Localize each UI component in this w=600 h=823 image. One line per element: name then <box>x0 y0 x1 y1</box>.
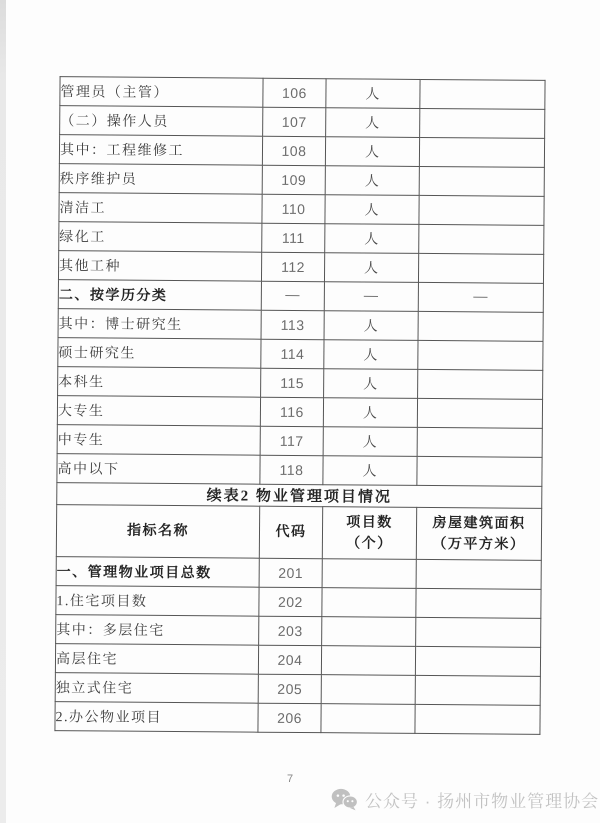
row-value: — <box>418 282 543 312</box>
table-row <box>58 367 543 400</box>
wechat-icon <box>331 788 358 811</box>
row-value <box>419 137 544 167</box>
row-unit: 人 <box>325 137 419 167</box>
row-unit: 人 <box>323 427 417 457</box>
row-label: 绿化工 <box>59 222 262 253</box>
page-number: 7 <box>287 773 294 785</box>
row-building-area <box>416 588 541 618</box>
row-label: 二、按学历分类 <box>58 280 261 311</box>
row-project-count <box>321 646 415 676</box>
row-label: 清洁工 <box>59 193 262 224</box>
table-row <box>55 644 540 677</box>
row-label: 其他工种 <box>58 251 261 282</box>
tables-block <box>54 76 544 735</box>
row-code: 201 <box>259 558 322 587</box>
row-code: 205 <box>258 674 321 703</box>
row-label: 秩序维护员 <box>59 164 262 195</box>
row-value <box>418 253 543 283</box>
row-building-area <box>415 675 540 705</box>
row-code: 206 <box>258 703 321 732</box>
row-code: — <box>261 281 324 310</box>
row-code: 108 <box>262 136 325 165</box>
row-unit: 人 <box>326 108 420 138</box>
statistics-table <box>54 76 545 735</box>
table-row <box>58 280 543 313</box>
col-header-building-area-line2: （万平方米） <box>432 536 526 553</box>
row-building-area <box>415 704 540 734</box>
row-value <box>419 224 544 254</box>
row-unit: 人 <box>326 79 420 109</box>
watermark-text: 公众号 · 扬州市物业管理协会 <box>365 791 600 811</box>
row-label: 高中以下 <box>57 454 260 485</box>
table-row <box>58 309 543 342</box>
row-label: （二）操作人员 <box>60 106 263 137</box>
col-header-indicator-name: 指标名称 <box>56 505 259 559</box>
row-unit: 人 <box>325 195 419 225</box>
row-label: 其中：工程维修工 <box>59 135 262 166</box>
table1-personnel-body <box>57 77 545 487</box>
col-header-building-area-line1: 房屋建筑面积 <box>432 515 526 532</box>
row-code: 112 <box>261 252 324 281</box>
col-header-project-count-line2: （个） <box>346 535 393 552</box>
row-code: 109 <box>262 165 325 194</box>
row-project-count <box>321 675 415 705</box>
table-row <box>59 164 544 197</box>
table-row <box>60 106 545 139</box>
table2-caption: 续表2 物业管理项目情况 <box>57 483 542 509</box>
table2-projects-body <box>55 557 541 735</box>
row-label: 本科生 <box>58 367 261 398</box>
row-building-area <box>415 646 540 676</box>
row-code: 118 <box>260 455 323 484</box>
row-project-count <box>322 559 416 589</box>
row-unit: — <box>324 282 418 312</box>
row-unit: 人 <box>323 456 417 486</box>
row-label: 1.住宅项目数 <box>56 586 259 617</box>
table-row <box>56 557 541 590</box>
row-value <box>419 195 544 225</box>
row-value <box>417 456 542 486</box>
row-unit: 人 <box>324 253 418 283</box>
col-header-project-count-line1: 项目数 <box>346 514 393 531</box>
row-code: 204 <box>258 645 321 674</box>
table-row <box>59 222 544 255</box>
row-unit: 人 <box>323 398 417 428</box>
row-value <box>419 166 544 196</box>
row-code: 115 <box>261 368 324 397</box>
row-label: 其中：博士研究生 <box>58 309 261 340</box>
watermark <box>331 786 599 812</box>
row-code: 117 <box>260 426 323 455</box>
row-unit: 人 <box>325 224 419 254</box>
col-header-code: 代码 <box>259 506 322 558</box>
row-value <box>418 340 543 370</box>
row-unit: 人 <box>324 311 418 341</box>
col-header-building-area <box>416 507 541 560</box>
table-row <box>59 135 544 168</box>
table-row <box>60 77 545 110</box>
row-value <box>420 79 545 109</box>
row-code: 106 <box>263 78 326 107</box>
row-value <box>418 369 543 399</box>
table-row <box>56 586 541 619</box>
row-project-count <box>321 704 415 734</box>
row-building-area <box>416 617 541 647</box>
table-row <box>58 251 543 284</box>
row-unit: 人 <box>324 369 418 399</box>
row-code: 203 <box>259 616 322 645</box>
row-unit: 人 <box>324 340 418 370</box>
row-label: 管理员（主管） <box>60 77 263 108</box>
col-header-project-count <box>322 507 416 560</box>
row-code: 113 <box>261 310 324 339</box>
row-code: 107 <box>263 107 326 136</box>
table-row <box>55 702 540 735</box>
row-value <box>417 398 542 428</box>
table2-header-row <box>56 505 541 561</box>
table-row <box>57 425 542 458</box>
table-row <box>58 338 543 371</box>
row-building-area <box>416 559 541 589</box>
table-row <box>55 673 540 706</box>
row-label: 2.办公物业项目 <box>55 702 258 733</box>
row-label: 一、管理物业项目总数 <box>56 557 259 588</box>
row-code: 114 <box>261 339 324 368</box>
row-value <box>418 311 543 341</box>
row-code: 111 <box>262 223 325 252</box>
row-label: 高层住宅 <box>55 644 258 675</box>
row-project-count <box>322 588 416 618</box>
row-label: 中专生 <box>57 425 260 456</box>
row-unit: 人 <box>325 166 419 196</box>
scan-edge-strip <box>0 0 6 823</box>
row-value <box>417 427 542 457</box>
table-row <box>59 193 544 226</box>
table-row <box>56 615 541 648</box>
row-code: 116 <box>260 397 323 426</box>
row-label: 独立式住宅 <box>55 673 258 704</box>
row-label: 其中：多层住宅 <box>56 615 259 646</box>
table-row <box>57 454 542 487</box>
row-value <box>420 108 545 138</box>
row-code: 110 <box>262 194 325 223</box>
table-row <box>57 396 542 429</box>
row-label: 大专生 <box>57 396 260 427</box>
row-code: 202 <box>259 587 322 616</box>
row-project-count <box>322 617 416 647</box>
row-label: 硕士研究生 <box>58 338 261 369</box>
